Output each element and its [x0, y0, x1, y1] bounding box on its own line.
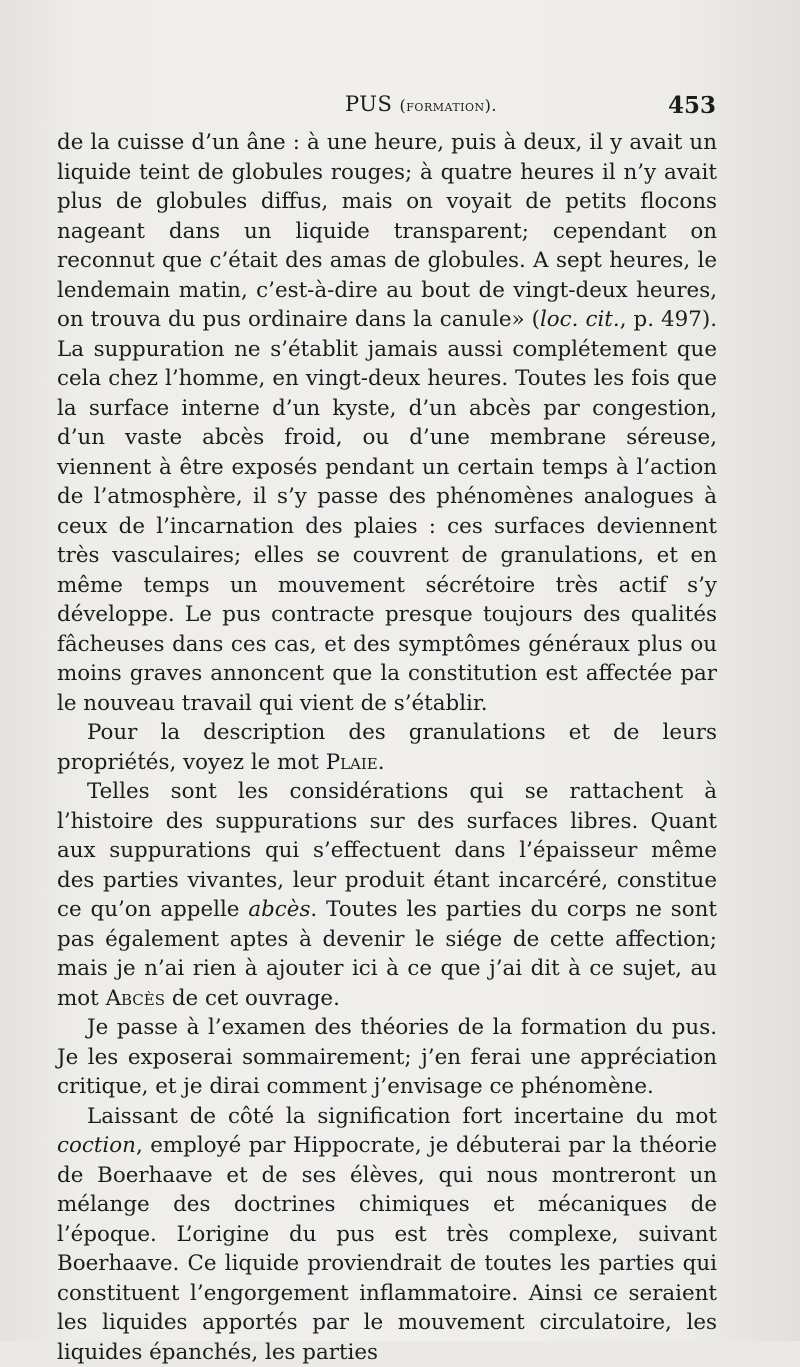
text-run: de cet ouvrage. [165, 986, 340, 1011]
italic-text: coction [57, 1133, 136, 1158]
small-caps-text: Abcès [106, 986, 165, 1011]
text-run: Pour la description des granulations et de leurs propriétés, voyez le mot [57, 720, 717, 775]
text-run: Je passe à l’examen des théories de la formation du pus. Je les exposerai sommairement; j’en ferai une appréciation critique, et je dirai comment j’envisage ce phénomène. [57, 1015, 717, 1099]
paragraph [57, 777, 717, 1013]
page-number: 453 [668, 92, 716, 119]
text-run: . [378, 750, 385, 775]
paragraph [57, 128, 717, 718]
paragraph [57, 718, 717, 777]
text-run: de la cuisse d’un âne : à une heure, puis à deux, il y avait un liquide teint de globules rouges; à quatre heures il n’y avait plus de globules diffus, mais on voyait de petits flocons nageant dans un liquide transparent; cependant on reconnut que c’était des amas de globules. A sept heures, le lendemain matin, c’est-à-dire au bout de vingt-deux heures, on trouva du pus ordinaire dans la canule» ( [57, 130, 717, 332]
italic-text: abcès [248, 897, 310, 922]
running-head-title: PUS [345, 92, 392, 116]
italic-text: loc. cit. [540, 307, 620, 332]
small-caps-text: Plaie [326, 750, 378, 775]
text-run: Telles sont les considérations qui se rattachent à l’histoire des suppurations sur des surfaces libres. Quant aux suppurations qui s’effectuent dans l’épaisseur même des parties vivantes, leur produit étant incarcéré, constitue ce qu’on appelle [57, 779, 717, 922]
text-run: Laissant de côté la signification fort incertaine du mot [87, 1104, 717, 1129]
text-run: , p. 497). La suppuration ne s’établit jamais aussi complétement que cela chez l’homme, en vingt-deux heures. Toutes les fois que la surface interne d’un kyste, d’un abcès par congestion, d’un vaste abcès froid, ou d’une membrane séreuse, viennent à être exposés pendant un certain temps à l’action de l’atmosphère, il s’y passe des phénomènes analogues à ceux de l’incarnation des plaies : ces surfaces deviennent très vasculaires; elles se couvrent de granulations, et en même temps un mouvement sécrétoire très actif s’y développe. Le pus contracte presque toujours des qualités fâcheuses dans ces cas, et des symptômes généraux plus ou moins graves annoncent que la constitution est affectée par le nouveau travail qui vient de s’établir. [57, 307, 717, 716]
text-run: . Toutes les parties du corps ne sont pas également aptes à devenir le siége de cette affection; mais je n’ai rien à ajouter ici à ce que j’ai dit à ce sujet, au mot [57, 897, 717, 1011]
body-text [57, 128, 717, 1367]
text-run: , employé par Hippocrate, je débuterai par la théorie de Boerhaave et de ses élèves, qui nous montreront un mélange des doctrines chimiques et mécaniques de l’époque. L’origine du pus est très complexe, suivant Boerhaave. Ce liquide proviendrait de toutes les parties qui constituent l’engorgement inflammatoire. Ainsi ce seraient les liquides apportés par le mouvement circulatoire, les liquides épanchés, les parties [57, 1133, 717, 1365]
page-header [56, 92, 716, 122]
paragraph [57, 1013, 717, 1102]
running-head [56, 92, 716, 116]
running-head-subtitle: (formation). [400, 96, 497, 115]
paragraph [57, 1102, 717, 1367]
